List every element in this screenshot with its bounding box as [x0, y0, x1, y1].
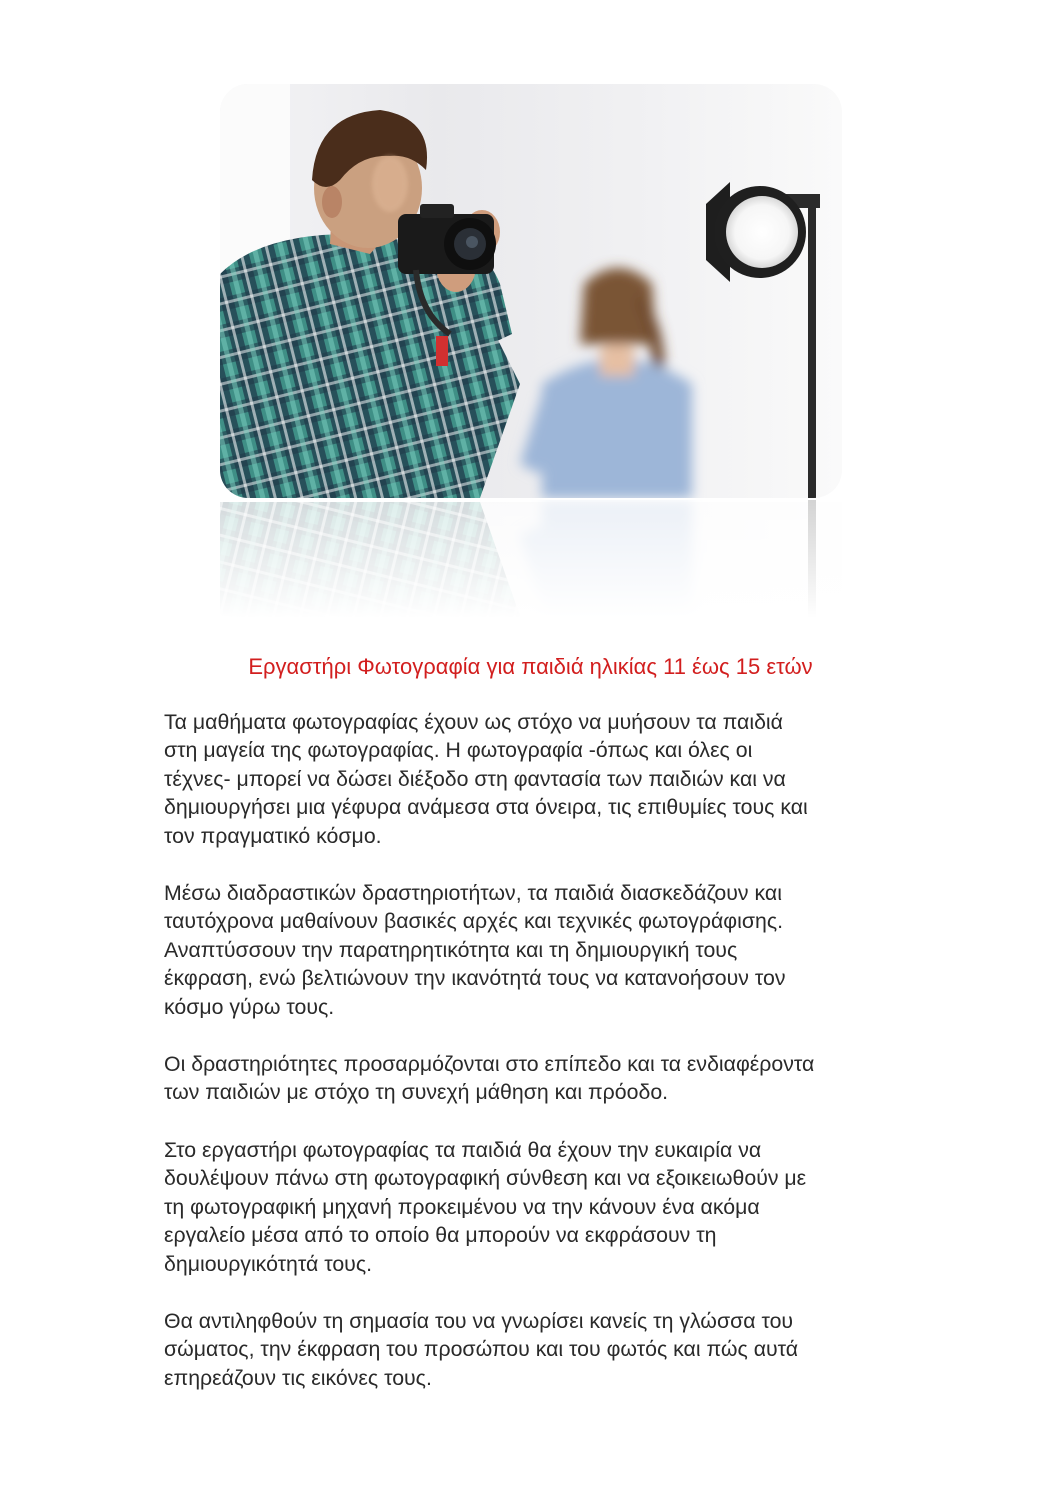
hero-photo [220, 84, 842, 618]
paragraph: Τα μαθήματα φωτογραφίας έχουν ως στόχο να μυήσουν τα παιδιά στη μαγεία της φωτογραφίας. Η φωτογραφία -όπως και όλες οι τέχνες- μπορεί να δώσει διέξοδο στη φαντασία των παιδιών και να δημιουργήσει μια γέφυρα ανάμεσα στα όνειρα, τις επιθυμίες τους και τον πραγματικό κόσμο. [164, 710, 808, 848]
paragraph: Οι δραστηριότητες προσαρμόζονται στο επίπεδο και τα ενδιαφέροντα των παιδιών με στόχο τη συνεχή μάθηση και πρόοδο. [164, 1052, 815, 1105]
hero-photo-illustration [220, 84, 842, 618]
paragraph: Μέσω διαδραστικών δραστηριοτήτων, τα παιδιά διασκεδάζουν και ταυτόχρονα μαθαίνουν βασικές αρχές και τεχνικές φωτογράφισης. Αναπτύσσουν την παρατηρητικότητα και τη δημιουργική τους έκφραση, ενώ βελτιώνουν την ικανότητά τους να κατανοήσουν τον κόσμο γύρω τους. [164, 881, 786, 1019]
paragraph: Στο εργαστήρι φωτογραφίας τα παιδιά θα έχουν την ευκαιρία να δουλέψουν πάνω στη φωτογραφική σύνθεση και να εξοικειωθούν με τη φωτογραφική μηχανή προκειμένου να την κάνουν ένα ακόμα εργαλείο μέσα από το οποίο θα μπορούν να εκφράσουν τη δημιουργικότητά τους. [164, 1137, 807, 1276]
body-text [164, 708, 924, 1421]
page-title: Εργαστήρι Φωτογραφία για παιδιά ηλικίας 11 έως 15 ετών [248, 654, 813, 679]
paragraph: Θα αντιληφθούν τη σημασία του να γνωρίσει κανείς τη γλώσσα του σώματος, την έκφραση του προσώπου και του φωτός και πώς αυτά επηρεάζουν τις εικόνες τους. [164, 1308, 799, 1390]
